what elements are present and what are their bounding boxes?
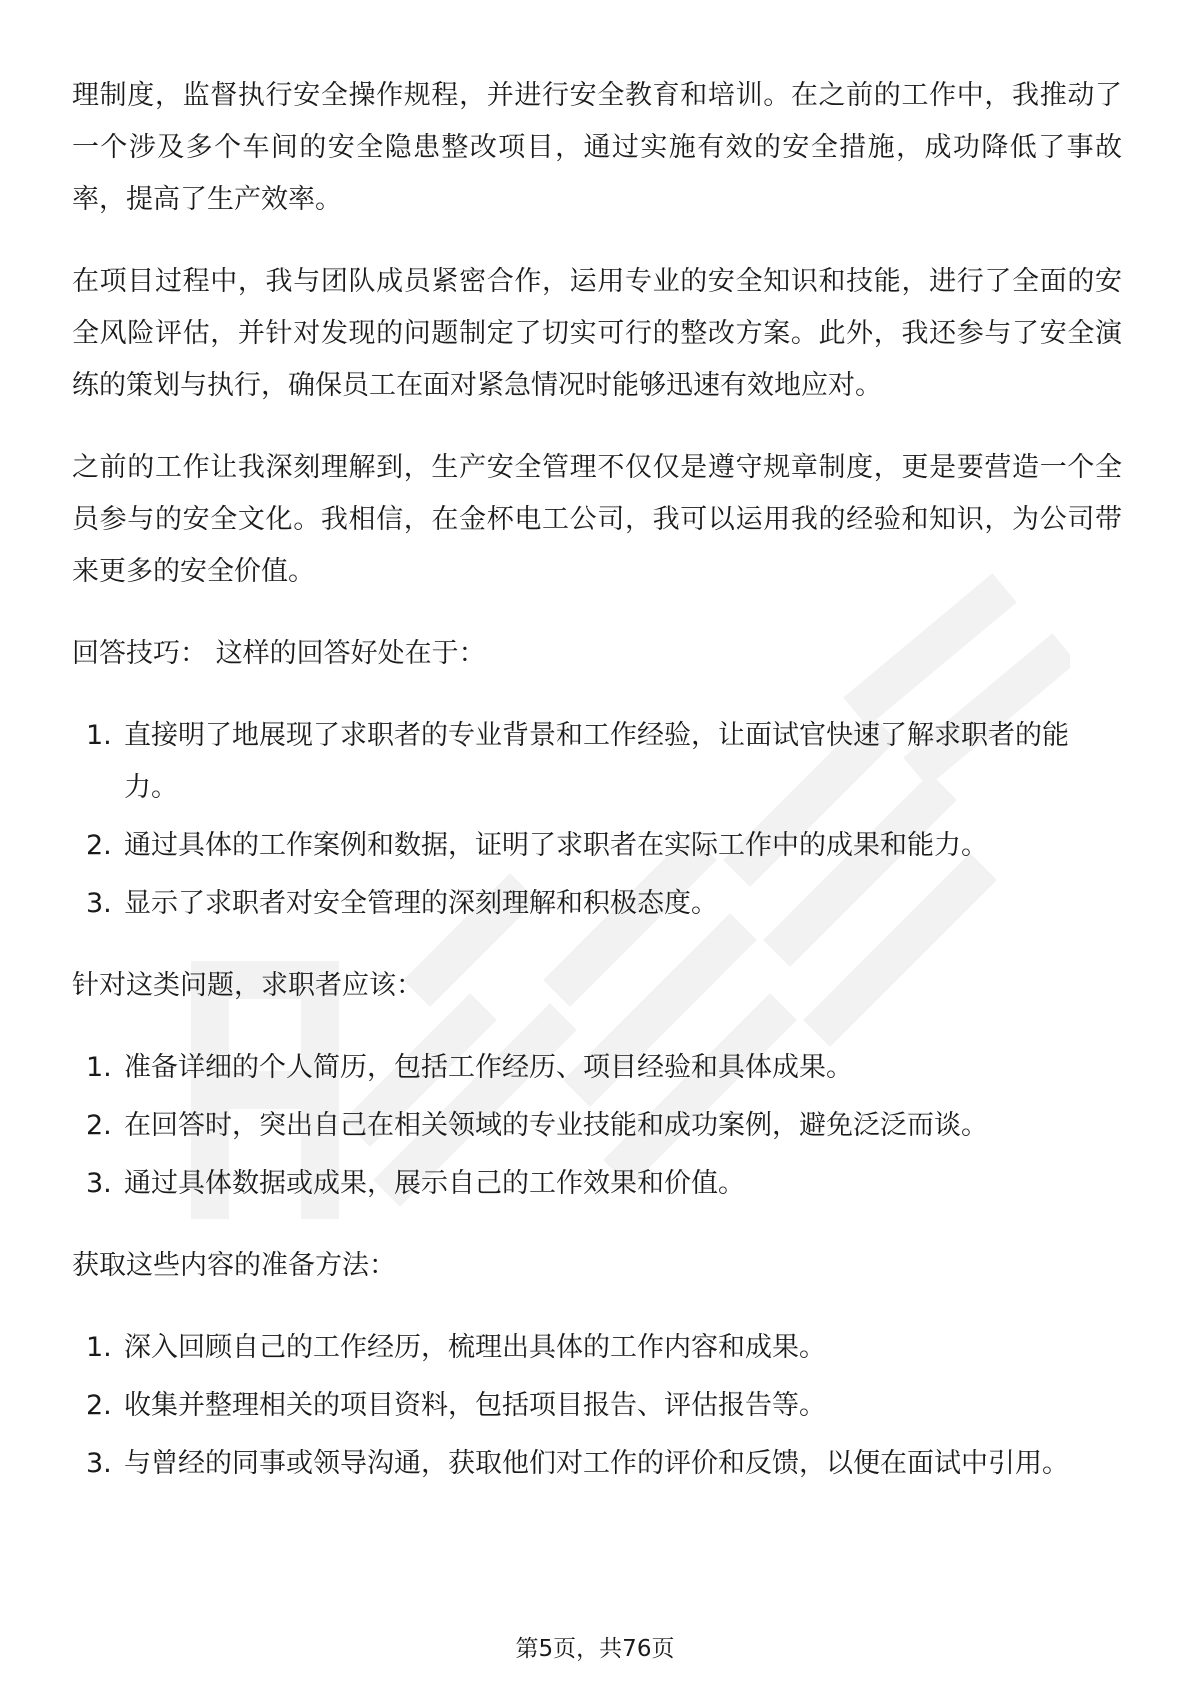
paragraph-3: 之前的工作让我深刻理解到，生产安全管理不仅仅是遵守规章制度，更是要营造一个全员参与的安全文化。我相信，在金杯电工公司，我可以运用我的经验和知识，为公司带来更多的安全价值。 — [72, 452, 1122, 587]
list-item — [72, 878, 1122, 930]
list-number: 2. — [86, 1390, 112, 1421]
list-number: 1. — [86, 1052, 112, 1083]
tips-list — [72, 710, 1122, 930]
list-item — [72, 1438, 1122, 1490]
should-list — [72, 1042, 1122, 1210]
tips-heading: 回答技巧： 这样的回答好处在于： — [72, 638, 486, 669]
list-number: 3. — [86, 1448, 112, 1479]
prepare-heading: 获取这些内容的准备方法： — [72, 1250, 396, 1281]
list-number: 1. — [86, 720, 112, 751]
list-item-text: 深入回顾自己的工作经历，梳理出具体的工作内容和成果。 — [124, 1332, 826, 1363]
list-number: 2. — [86, 1110, 112, 1141]
paragraph-1: 理制度，监督执行安全操作规程，并进行安全教育和培训。在之前的工作中，我推动了一个涉及多个车间的安全隐患整改项目，通过实施有效的安全措施，成功降低了事故率，提高了生产效率。 — [72, 80, 1122, 215]
paragraph-2: 在项目过程中，我与团队成员紧密合作，运用专业的安全知识和技能，进行了全面的安全风险评估，并针对发现的问题制定了切实可行的整改方案。此外，我还参与了安全演练的策划与执行，确保员工在面对紧急情况时能够迅速有效地应对。 — [72, 266, 1122, 401]
list-item-text: 收集并整理相关的项目资料，包括项目报告、评估报告等。 — [124, 1390, 826, 1421]
list-item — [72, 710, 1122, 814]
list-number: 3. — [86, 1168, 112, 1199]
document-body — [72, 70, 1122, 1520]
list-number: 1. — [86, 1332, 112, 1363]
list-item-text: 在回答时，突出自己在相关领域的专业技能和成功案例，避免泛泛而谈。 — [124, 1110, 988, 1141]
list-item-text: 准备详细的个人简历，包括工作经历、项目经验和具体成果。 — [124, 1052, 853, 1083]
list-item-text: 与曾经的同事或领导沟通，获取他们对工作的评价和反馈，以便在面试中引用。 — [124, 1448, 1069, 1479]
list-item — [72, 1380, 1122, 1432]
list-item-text: 显示了求职者对安全管理的深刻理解和积极态度。 — [124, 888, 718, 919]
list-number: 3. — [86, 888, 112, 919]
list-item — [72, 1100, 1122, 1152]
list-item-text: 直接明了地展现了求职者的专业背景和工作经验，让面试官快速了解求职者的能力。 — [124, 720, 1069, 803]
list-item — [72, 820, 1122, 872]
list-item — [72, 1322, 1122, 1374]
list-item-text: 通过具体的工作案例和数据，证明了求职者在实际工作中的成果和能力。 — [124, 830, 988, 861]
page-number-footer: 第5页，共76页 — [515, 1636, 675, 1662]
list-number: 2. — [86, 830, 112, 861]
prepare-list — [72, 1322, 1122, 1490]
list-item — [72, 1042, 1122, 1094]
list-item — [72, 1158, 1122, 1210]
should-heading: 针对这类问题，求职者应该： — [72, 970, 423, 1001]
list-item-text: 通过具体数据或成果，展示自己的工作效果和价值。 — [124, 1168, 745, 1199]
